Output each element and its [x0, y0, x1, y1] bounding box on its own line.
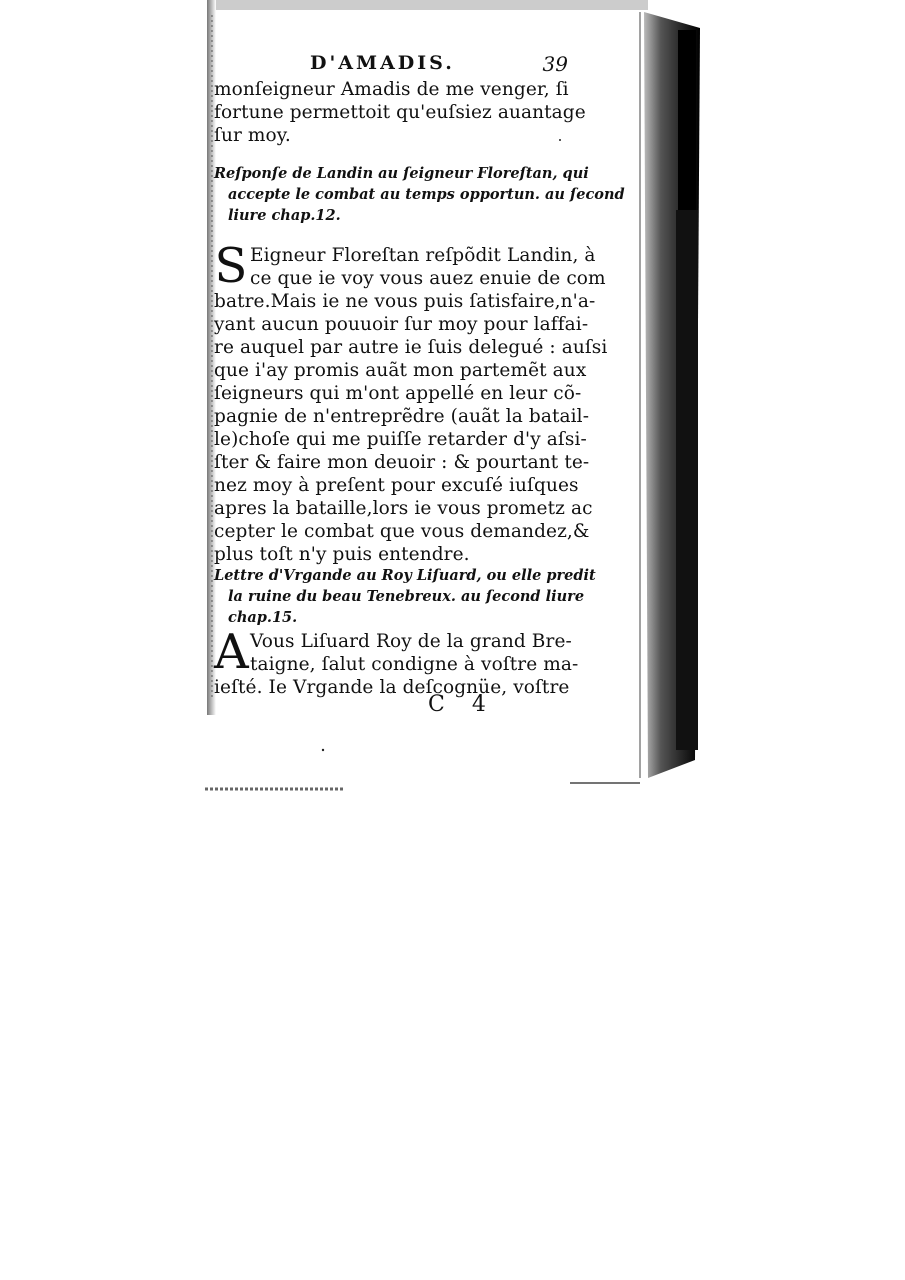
text-line: Vous Liſuard Roy de la grand Bre- [250, 631, 572, 652]
text-line: cepter le combat que vous demandez,& [214, 521, 590, 542]
drop-cap: A [214, 624, 249, 680]
text-line: ſeigneurs qui m'ont appellé en leur cõ- [214, 383, 582, 404]
section-1-paragraph [214, 238, 608, 566]
top-edge-shadow [208, 0, 648, 10]
chapter-rubric-1 [214, 163, 625, 226]
text-line: yant aucun pouuoir ſur moy pour laffai- [214, 314, 589, 335]
right-edge-band-lower [676, 210, 698, 750]
text-line: ieſté. Ie Vrgande la deſcognüe, voſtre [214, 677, 570, 698]
rubric-line: Lettre d'Vrgande au Roy Liſuard, ou elle predit [214, 567, 596, 584]
rubric-line: la ruine du beau Tenebreux. au ſecond liure [228, 588, 585, 605]
text-line: re auquel par autre ie ſuis delegué : auſsi [214, 337, 608, 358]
text-line: batre.Mais ie ne vous puis ſatisfaire,n'a- [214, 291, 596, 312]
text-line: monſeigneur Amadis de me venger, ſi [214, 79, 569, 100]
section-2-paragraph [214, 624, 579, 699]
text-line: apres la bataille,lors ie vous prometz ac [214, 498, 593, 519]
rubric-line: accepte le combat au temps opportun. au ſecond [228, 186, 625, 203]
text-line: plus toſt n'y puis entendre. [214, 544, 470, 565]
running-title: D'AMADIS. [310, 52, 455, 74]
drop-cap: S [214, 238, 248, 294]
text-line: ce que ie voy vous auez enuie de com [250, 268, 606, 289]
rubric-line: chap.15. [228, 609, 298, 626]
text-line: fortune permettoit qu'euſsiez auantage [214, 102, 586, 123]
speck [322, 749, 324, 751]
text-line: ſur moy. [214, 125, 291, 146]
page-number: 39 [542, 52, 568, 76]
text-line: le)choſe qui me puiſſe retarder d'y aſsi- [214, 429, 587, 450]
text-line: Eigneur Floreſtan reſpõdit Landin, à [250, 245, 596, 266]
text-line: que i'ay promis auãt mon partemẽt aux [214, 360, 587, 381]
text-line: taigne, ſalut condigne à voſtre ma- [250, 654, 579, 675]
right-edge-band [678, 30, 696, 210]
text-line: pagnie de n'entreprẽdre (auãt la batail- [214, 406, 590, 427]
opening-paragraph [214, 78, 586, 147]
rubric-line: Reſponſe de Landin au ſeigneur Floreſtan, qui [214, 165, 589, 182]
text-line: nez moy à preſent pour excuſé iuſques [214, 475, 579, 496]
chapter-rubric-2 [214, 565, 596, 628]
signature-mark: C 4 [428, 692, 496, 717]
rubric-line: liure chap.12. [228, 207, 341, 224]
text-line: ſter & faire mon deuoir : & pourtant te- [214, 452, 590, 473]
